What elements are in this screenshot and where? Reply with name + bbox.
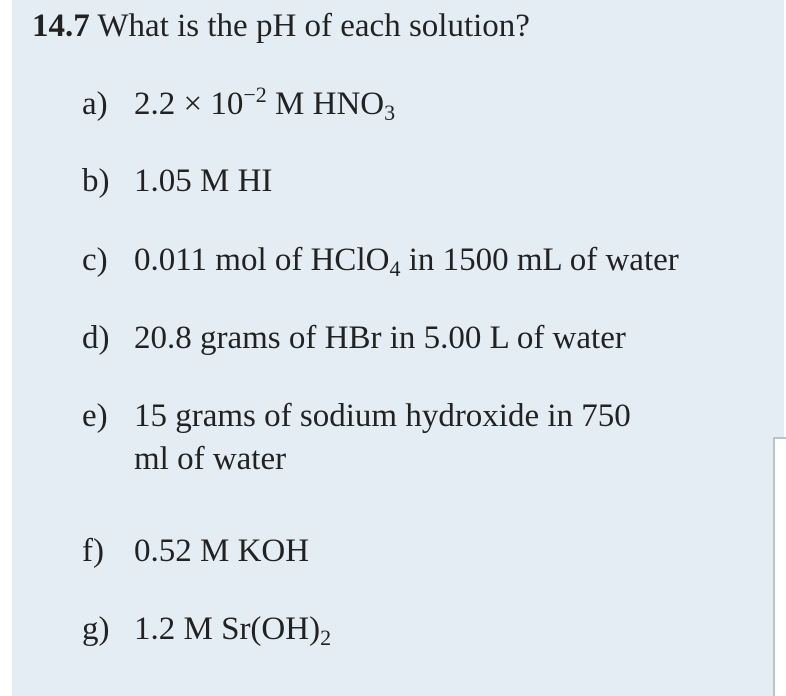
- question-title: [32, 8, 530, 45]
- list-item-e: [82, 398, 631, 478]
- item-text-line2: ml of water: [134, 441, 287, 477]
- item-letter: c): [82, 242, 108, 278]
- list-item-c: [82, 242, 679, 282]
- item-text: 1.05 M HI: [134, 163, 273, 199]
- item-text: 20.8 grams of HBr in 5.00 L of water: [134, 320, 626, 356]
- side-panel-edge: [773, 437, 786, 696]
- list-item-a: [82, 82, 396, 126]
- item-letter: d): [82, 320, 110, 356]
- item-text: 0.011 mol of HClO$_4$ in 1500 mL of water: [134, 242, 679, 281]
- list-item-b: [82, 163, 272, 200]
- item-text: 0.52 M KOH: [134, 533, 310, 569]
- item-text: 1.2 M $Sr(OH)_2$: [134, 611, 332, 650]
- item-text-line1: 15 grams of sodium hydroxide in 750: [134, 398, 631, 434]
- question-panel: [12, 0, 784, 696]
- item-letter: e): [82, 398, 108, 434]
- question-text: What is the pH of each solution?: [97, 8, 530, 44]
- question-number: 14.7: [32, 8, 90, 44]
- item-letter: a): [82, 86, 108, 122]
- list-item-d: [82, 320, 626, 357]
- list-item-f: [82, 533, 309, 570]
- item-letter: f): [82, 533, 104, 569]
- list-item-g: [82, 611, 331, 651]
- item-text: $2.2 \times 10^{-2}$ M $HNO_3$: [134, 82, 396, 125]
- item-letter: b): [82, 163, 110, 199]
- item-letter: g): [82, 611, 110, 647]
